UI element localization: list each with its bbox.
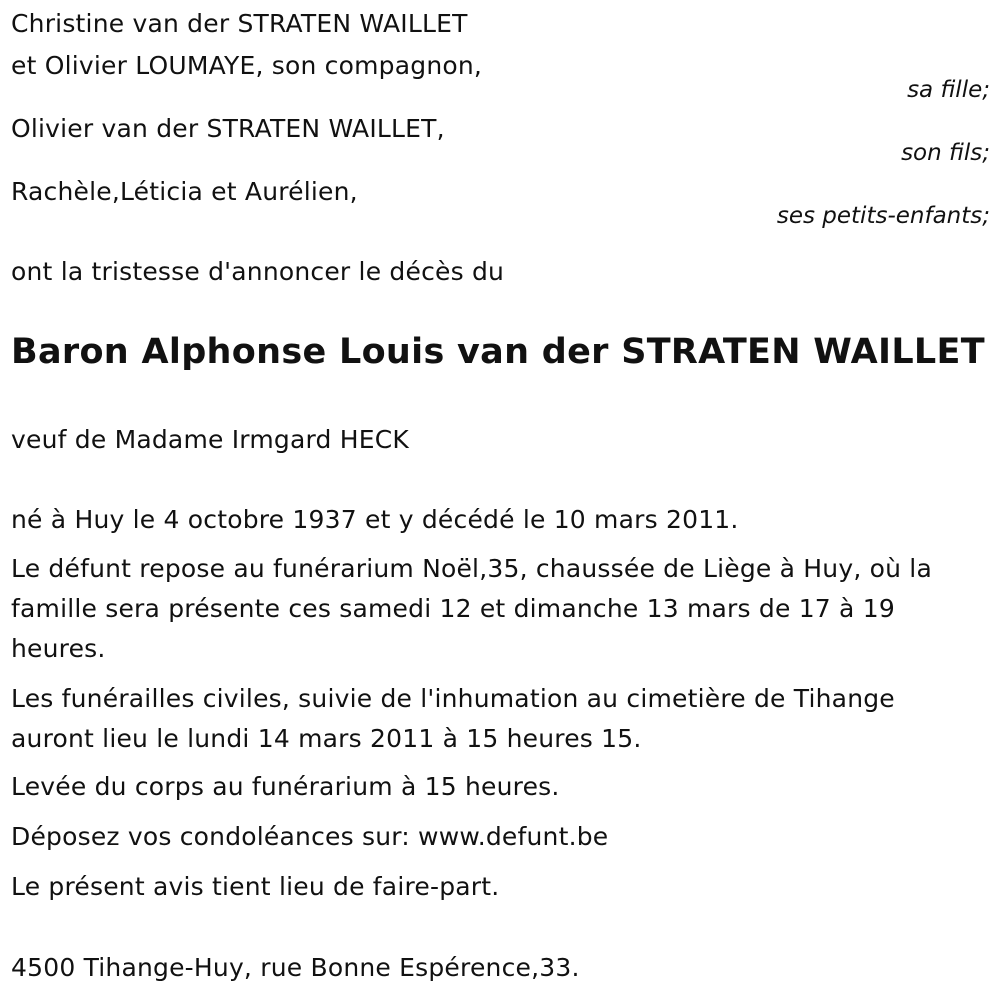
levee-line: Levée du corps au funérarium à 15 heures. — [11, 772, 560, 801]
daughter-role: sa fille; — [907, 77, 990, 103]
condolences-line: Déposez vos condoléances sur: www.defunt.be — [11, 822, 609, 851]
repose-paragraph: Le défunt repose au funérarium Noël,35, chaussée de Liège à Huy, où la famille sera présente ces samedi 12 et dimanche 13 mars de 17 à 19 heures. — [11, 554, 932, 663]
son-role: son fils; — [901, 140, 990, 166]
deceased-name: Baron Alphonse Louis van der STRATEN WAILLET — [11, 332, 985, 372]
address-line: 4500 Tihange-Huy, rue Bonne Espérence,33. — [11, 953, 580, 982]
daughter-name-line: Christine van der STRATEN WAILLET — [11, 9, 468, 38]
notice-line: Le présent avis tient lieu de faire-part. — [11, 872, 500, 901]
widower-line: veuf de Madame Irmgard HECK — [11, 425, 409, 454]
son-name-line: Olivier van der STRATEN WAILLET, — [11, 114, 445, 143]
birth-death-line: né à Huy le 4 octobre 1937 et y décédé le 10 mars 2011. — [11, 505, 739, 534]
grandchildren-role: ses petits-enfants; — [776, 203, 990, 229]
funeral-paragraph: Les funérailles civiles, suivie de l'inhumation au cimetière de Tihange auront lieu le lundi 14 mars 2011 à 15 heures 15. — [11, 684, 895, 753]
grandchildren-line: Rachèle,Léticia et Aurélien, — [11, 177, 358, 206]
daughter-partner-line: et Olivier LOUMAYE, son compagnon, — [11, 51, 483, 80]
announcement-text: ont la tristesse d'annoncer le décès du — [11, 257, 505, 286]
